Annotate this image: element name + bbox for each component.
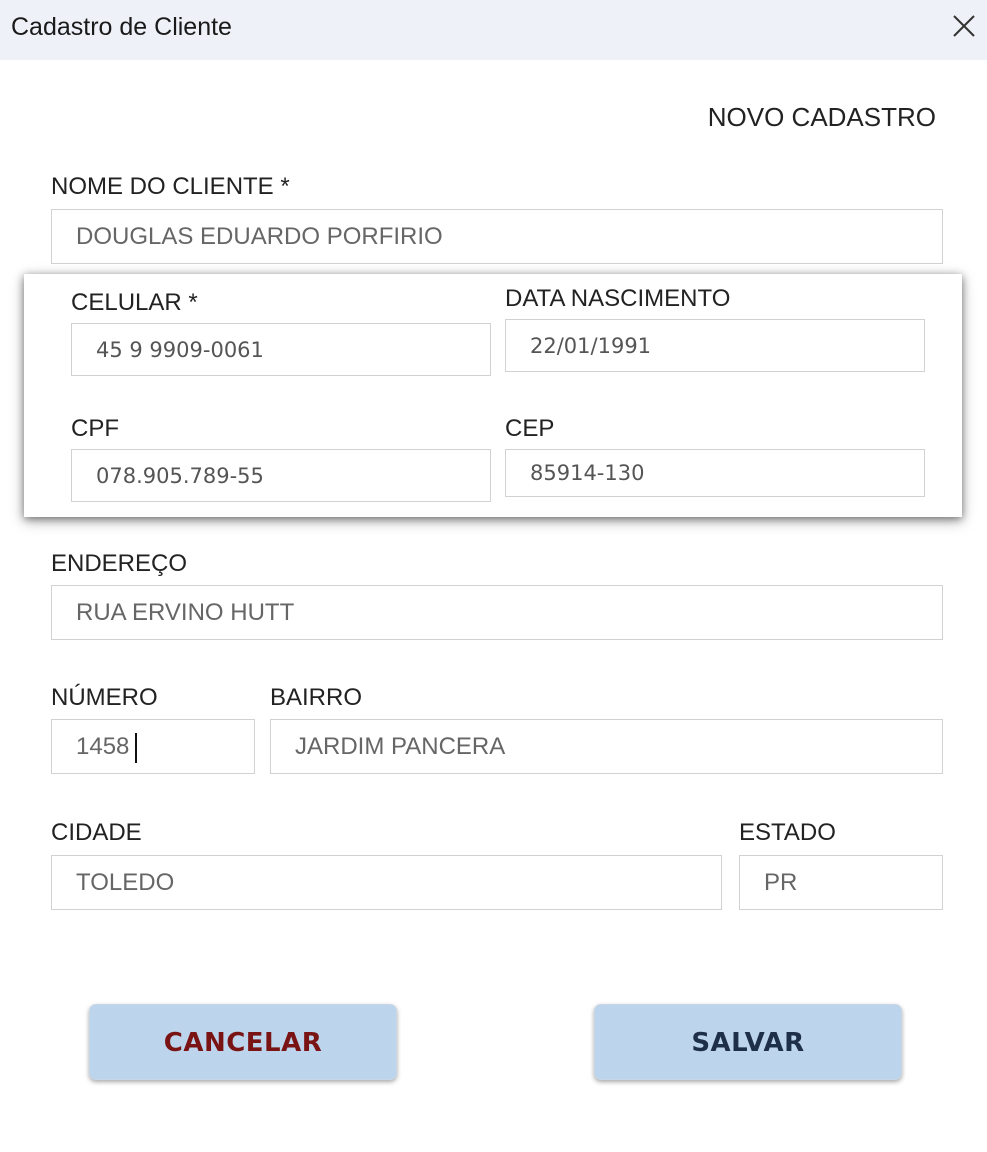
celular-label: CELULAR * — [71, 289, 198, 316]
title-bar — [0, 0, 987, 60]
cancel-button[interactable]: CANCELAR — [89, 1004, 397, 1080]
contact-card — [24, 274, 962, 517]
cidade-label: CIDADE — [51, 819, 142, 846]
endereco-input[interactable] — [51, 585, 943, 640]
cpf-label: CPF — [71, 415, 119, 442]
window-title: Cadastro de Cliente — [11, 13, 232, 41]
save-button[interactable]: SALVAR — [594, 1004, 902, 1080]
numero-input[interactable] — [51, 719, 255, 774]
bairro-label: BAIRRO — [270, 684, 363, 711]
endereco-label: ENDEREÇO — [51, 550, 188, 577]
data-nascimento-label: DATA NASCIMENTO — [505, 285, 731, 312]
numero-label: NÚMERO — [51, 684, 158, 711]
cep-input[interactable] — [505, 449, 925, 497]
celular-input[interactable] — [71, 323, 491, 376]
cidade-input[interactable] — [51, 855, 722, 910]
bairro-input[interactable] — [270, 719, 943, 774]
data-nascimento-input[interactable] — [505, 319, 925, 372]
nome-label: NOME DO CLIENTE * — [51, 173, 290, 200]
estado-input[interactable] — [739, 855, 943, 910]
close-icon — [944, 6, 984, 46]
text-cursor — [135, 733, 137, 763]
cep-label: CEP — [505, 415, 555, 442]
close-button[interactable] — [944, 6, 984, 46]
nome-input[interactable] — [51, 209, 943, 264]
cpf-input[interactable] — [71, 449, 491, 502]
estado-label: ESTADO — [739, 819, 836, 846]
form-mode-label: NOVO CADASTRO — [707, 102, 936, 132]
